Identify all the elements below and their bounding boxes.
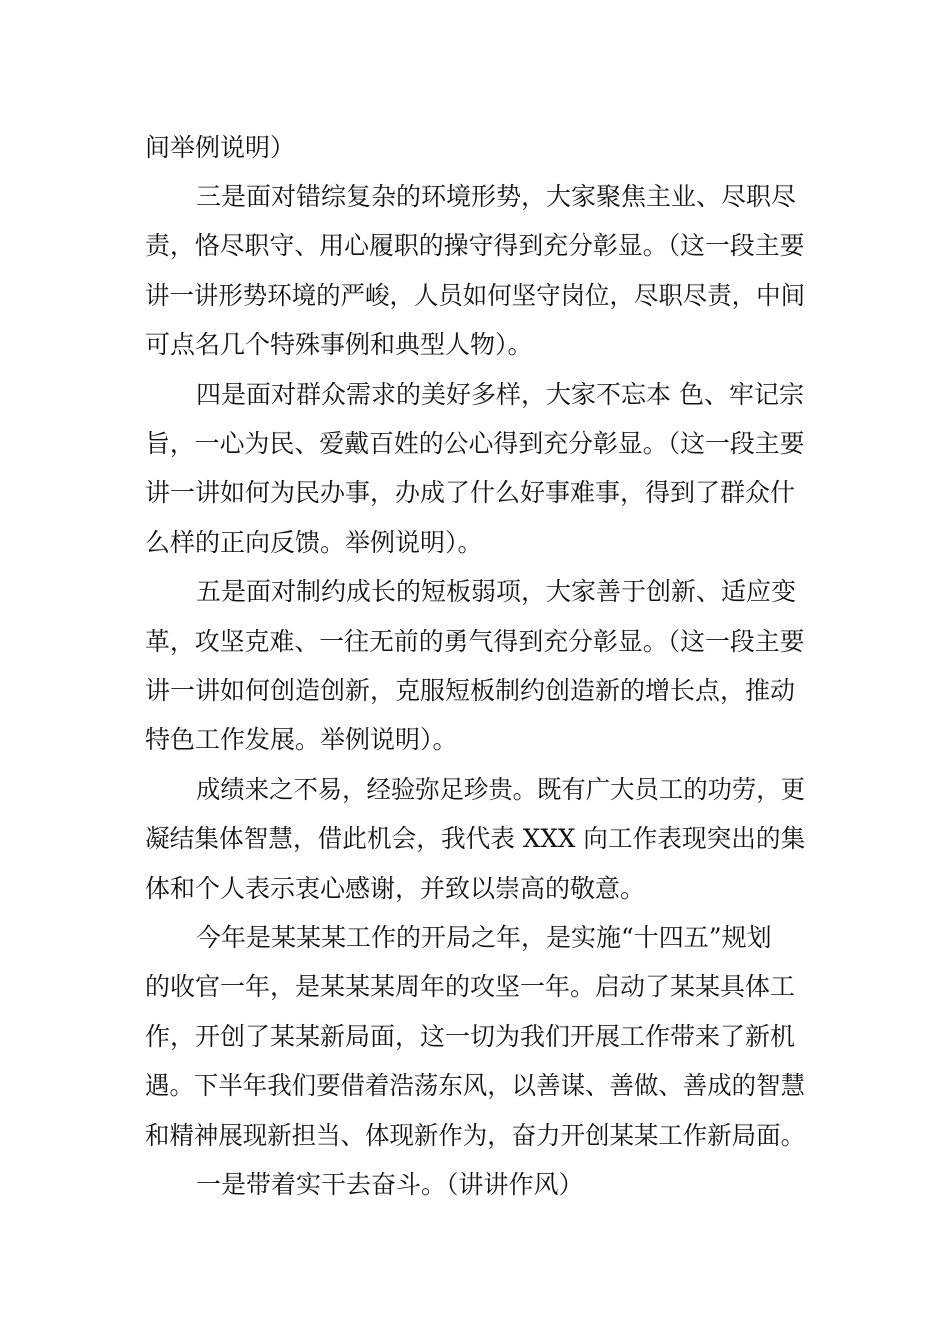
text-line: 责，恪尽职守、用心履职的操守得到充分彰显。（这一段主要 <box>145 231 805 260</box>
text-line: 可点名几个特殊事例和典型人物）。 <box>145 330 533 359</box>
text-line: 么样的正向反馈。举例说明）。 <box>145 528 483 557</box>
text-line: 的收官一年，是某某某周年的攻坚一年。启动了某某具体工 <box>145 972 796 1001</box>
text-line: 和精神展现新担当、体现新作为，奋力开创某某工作新局面。 <box>145 1121 806 1150</box>
paragraph-first-line: 四是面对群众需求的美好多样，大家不忘本 色、牢记宗 <box>196 380 804 409</box>
paragraph-first-line: 三是面对错综复杂的环境形势，大家聚焦主业、尽职尽 <box>196 182 797 211</box>
paragraph-first-line: 成绩来之不易，经验弥足珍贵。既有广大员工的功劳，更 <box>196 775 806 804</box>
text-line: 讲一讲如何为民办事，办成了什么好事难事，得到了群众什 <box>145 478 796 507</box>
text-line: 旨，一心为民、爱戴百姓的公心得到充分彰显。（这一段主要 <box>145 429 805 458</box>
text-line: 体和个人表示衷心感谢，并致以崇高的敬意。 <box>145 874 646 903</box>
paragraph-first-line: 今年是某某某工作的开局之年，是实施“十四五”规划 <box>196 923 772 952</box>
text-line: 间举例说明） <box>145 133 296 162</box>
text-line: 讲一讲形势环境的严峻，人员如何坚守岗位，尽职尽责，中间 <box>145 281 806 310</box>
text-line: 作，开创了某某新局面，这一切为我们开展工作带来了新机 <box>145 1022 796 1051</box>
text-line: 讲一讲如何创造创新，克服短板制约创造新的增长点，推动 <box>145 676 796 705</box>
text-line: 革，攻坚克难、一往无前的勇气得到充分彰显。（这一段主要 <box>145 627 805 656</box>
text-line: 遇。下半年我们要借着浩荡东风，以善谋、善做、善成的智慧 <box>145 1071 806 1100</box>
text-line: 特色工作发展。举例说明）。 <box>145 725 458 754</box>
text-line: 凝结集体智慧，借此机会，我代表 XXX 向工作表现突出的集 <box>145 824 806 853</box>
paragraph-first-line: 五是面对制约成长的短板弱项，大家善于创新、适应变 <box>196 577 797 606</box>
paragraph-first-line: 一是带着实干去奋斗。（讲讲作风） <box>196 1170 584 1199</box>
